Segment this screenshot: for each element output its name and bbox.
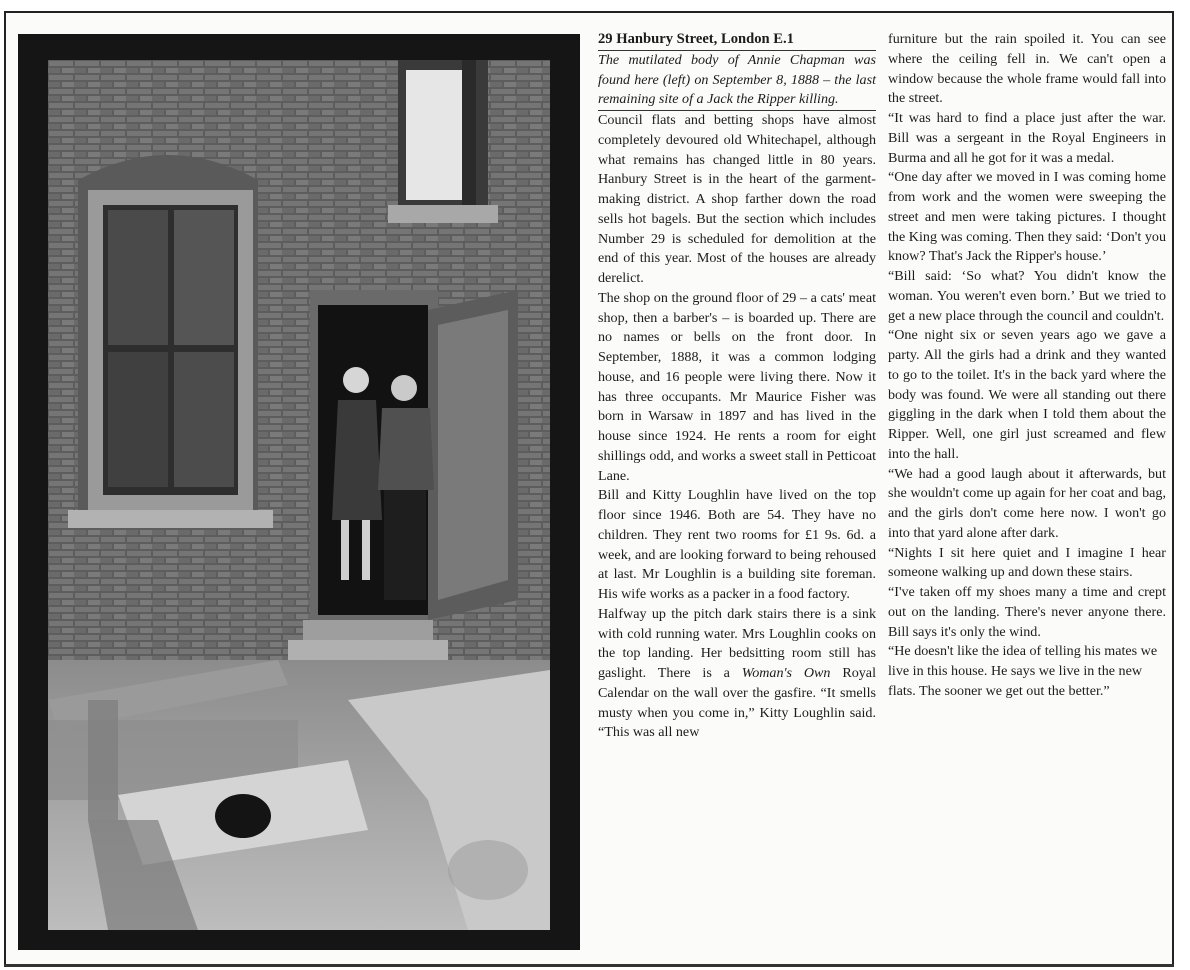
paragraph: Bill and Kitty Loughlin have lived on the top floor since 1946. Both are 54. They have no children. They rent two rooms for £1 9s. 6d. a week, and are looking forward to being rehoused at last. Mr Loughlin is a building site foreman. His wife works as a packer in a food factory.	[598, 487, 876, 602]
paragraph: “He doesn't like the idea of telling his mates we live in this house. He says we live in the new flats. The sooner we get out the better.”	[888, 643, 1158, 699]
magazine-title: Woman's Own	[741, 665, 831, 681]
paragraph: furniture but the rain spoiled it. You can see where the ceiling fell in. We can't open a window because the whole frame would fall into the street.	[888, 31, 1166, 107]
paragraph	[598, 605, 876, 743]
paragraph: “Bill said: ‘So what? You didn't know the woman. You weren't even born.’ But we tried to get a new place through the council and couldn't.	[888, 268, 1166, 324]
photo-image	[48, 60, 550, 930]
paragraph: “We had a good laugh about it afterwards, but she wouldn't come up again for her coat and bag, and the girls don't come here now. I won't go into that yard alone after dark.	[888, 465, 1166, 541]
article	[598, 30, 1168, 954]
paragraph: The shop on the ground floor of 29 – a cats' meat shop, then a barber's – is boarded up. There are no names or bells on the front door. In September, 1888, it was a common lodging house, and 16 people were living there. Now it has three occupants. Mr Maurice Fisher was born in Warsaw in 1897 and has lived in the house since 1924. He rents a room for eight shillings odd, and works a sweet stall in Petticoat Lane.	[598, 289, 876, 484]
paragraph: “One night six or seven years ago we gave a party. All the girls had a drink and they wanted to go to the toilet. It's in the back yard where the body was found. We were all standing out there giggling in the dark when I told them about the Ripper. Well, one girl just screamed and flew into the hall.	[888, 327, 1166, 462]
photo-panel	[18, 34, 580, 950]
article-headline: 29 Hanbury Street, London E.1	[598, 30, 876, 51]
photo-caption: The mutilated body of Annie Chapman was found here (left) on September 8, 1888 – the last remaining site of a Jack the Ripper killing.	[598, 51, 876, 111]
paragraph: Council flats and betting shops have almost completely devoured old Whitechapel, although what remains has changed little in 80 years. Hanbury Street is in the heart of the garment-making district. A shop farther down the road sells hot bagels. But the section which includes Number 29 is scheduled for demolition at the end of this year. Most of the houses are already derelict.	[598, 112, 876, 286]
article-column-2	[888, 30, 1166, 702]
paragraph: “It was hard to find a place just after the war. Bill was a sergeant in the Royal Engineers in Burma and all he got for it was a medal.	[888, 110, 1166, 166]
paragraph: “I've taken off my shoes many a time and crept out on the landing. There's never anyone there. Bill says it's only the wind.	[888, 584, 1166, 640]
paragraph: “One day after we moved in I was coming home from work and the women were sweeping the street and men were taking pictures. I thought the King was coming. Then they said: ‘Don't you know? That's Jack the Ripper's house.’	[888, 169, 1166, 265]
bottom-rule	[4, 964, 1174, 967]
paragraph-text: Royal Calendar on the wall over the gasfire. “It smells musty when you come in,” Kitty Loughlin said. “This was all new	[598, 665, 876, 741]
article-column-1	[598, 30, 876, 743]
paragraph: “Nights I sit here quiet and I imagine I hear someone walking up and down these stairs.	[888, 544, 1166, 581]
paragraph-text: Halfway up the pitch dark stairs there is a sink with cold running water. Mrs Loughlin cooks on the top landing. Her bedsitting room still has gaslight. There is a	[598, 605, 876, 681]
